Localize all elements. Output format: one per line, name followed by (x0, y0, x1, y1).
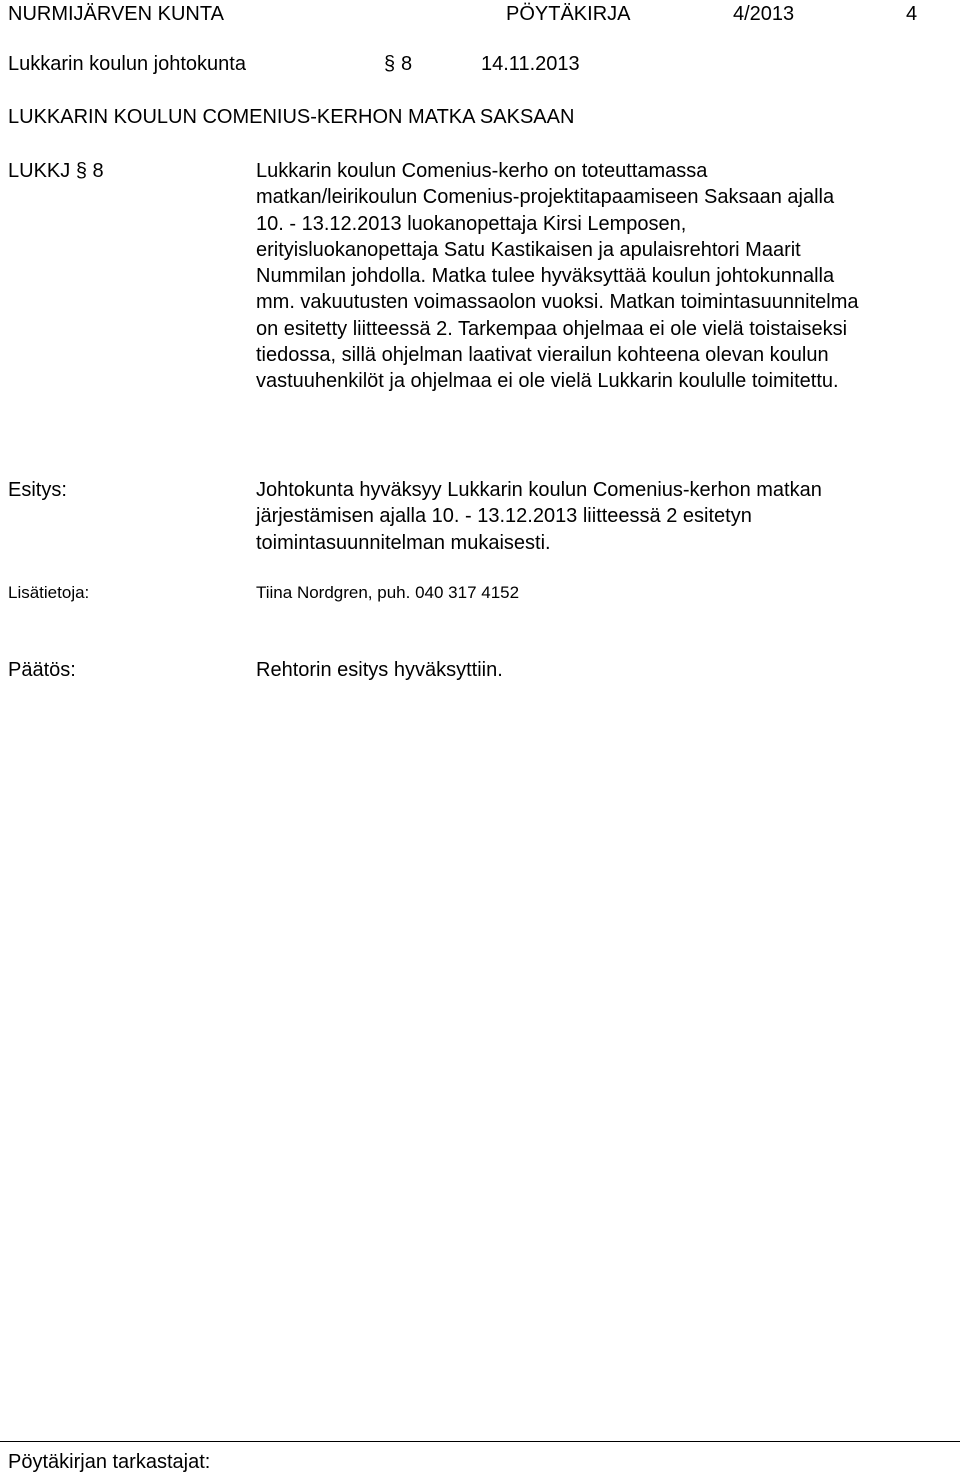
document-type: PÖYTÄKIRJA (506, 3, 631, 25)
item-line: mm. vakuutusten voimassaolon vuoksi. Matkan toimintasuunnitelma (256, 291, 859, 314)
proposal-text (256, 477, 956, 556)
item-line: on esitetty liitteessä 2. Tarkempaa ohjelmaa ei ole vielä toistaiseksi (256, 317, 848, 340)
header-section-number: 8 (401, 53, 413, 75)
proposal-line: toimintasuunnitelman mukaisesti. (256, 531, 551, 554)
page-title: LUKKARIN KOULUN COMENIUS-KERHON MATKA SAKSAAN (8, 106, 575, 128)
item-line: Nummilan johdolla. Matka tulee hyväksyttää koulun johtokunnalla (256, 265, 835, 288)
info-label: Lisätietoja: (8, 583, 90, 602)
decision-label: Päätös: (8, 659, 76, 681)
item-section-mark: § (75, 160, 87, 182)
meeting-date: 14.11.2013 (481, 53, 580, 75)
item-line: 10. - 13.12.2013 luokanopettaja Kirsi Lemposen, (256, 212, 687, 235)
proposal-line: Johtokunta hyväksyy Lukkarin koulun Comenius-kerhon matkan (256, 479, 822, 501)
item-line: vastuuhenkilöt ja ohjelmaa ei ole vielä Lukkarin koululle toimitettu. (256, 370, 839, 393)
item-line: matkan/leirikoulun Comenius-projektitapaamiseen Saksaan ajalla (256, 186, 835, 209)
item-section-number: 8 (92, 160, 104, 182)
proposal-label: Esitys: (8, 479, 67, 501)
item-description (256, 158, 956, 395)
decision-value: Rehtorin esitys hyväksyttiin. (256, 659, 503, 681)
municipality-name: NURMIJÄRVEN KUNTA (8, 3, 224, 25)
item-line: tiedossa, sillä ohjelman laativat vierailun kohteena olevan koulun (256, 344, 829, 367)
proposal-line: järjestämisen ajalla 10. - 13.12.2013 liitteessä 2 esitetyn (256, 505, 752, 528)
info-value: Tiina Nordgren, puh. 040 317 4152 (256, 583, 520, 602)
header-section-mark: § (384, 53, 396, 75)
item-code (8, 158, 104, 184)
committee-name: Lukkarin koulun johtokunta (8, 53, 246, 75)
document-number: 4/2013 (733, 3, 795, 25)
item-line: erityisluokanopettaja Satu Kastikaisen ja apulaisrehtori Maarit (256, 238, 801, 261)
item-code-label: LUKKJ (8, 160, 71, 182)
footer-divider (0, 1441, 960, 1442)
footer-label: Pöytäkirjan tarkastajat: (8, 1451, 211, 1473)
page-number: 4 (906, 3, 918, 25)
item-line: Lukkarin koulun Comenius-kerho on toteuttamassa (256, 160, 708, 182)
